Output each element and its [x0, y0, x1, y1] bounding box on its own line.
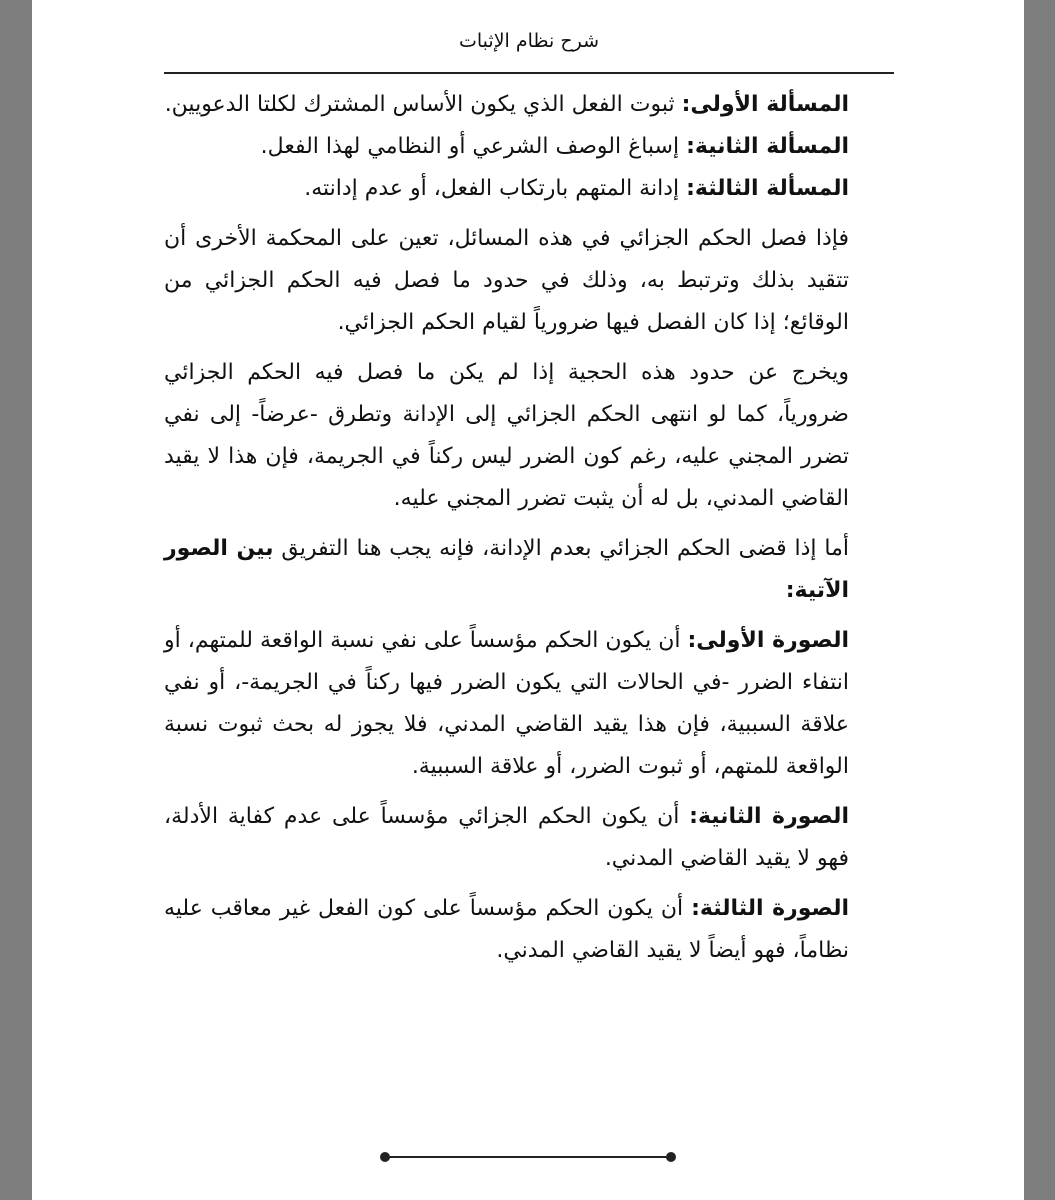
footer-ornament [380, 1149, 676, 1165]
case-3 [164, 888, 849, 972]
header-divider [164, 72, 894, 74]
case-2 [164, 796, 849, 880]
case-2-label: الصورة الثانية: [689, 804, 849, 829]
issue-2-text: إسباغ الوصف الشرعي أو النظامي لهذا الفعل. [260, 134, 687, 159]
case-1-text: أن يكون الحكم مؤسساً على نفي نسبة الواقعة للمتهم، أو انتفاء الضرر -في الحالات التي يكون الضرر فيها ركناً في الجريمة-، أو نفي علاقة السببية، فإن هذا يقيد القاضي المدني، فلا يجوز له بحث ثبوت نسبة الواقعة للمتهم، أو ثبوت الضرر، أو علاقة السببية. [164, 628, 849, 779]
page-body [164, 84, 849, 972]
case-1 [164, 620, 849, 788]
case-3-text: أن يكون الحكم مؤسساً على كون الفعل غير معاقب عليه نظاماً، فهو أيضاً لا يقيد القاضي المدني. [164, 896, 849, 963]
ornament-dot-left [380, 1152, 390, 1162]
issue-3-label: المسألة الثالثة: [686, 176, 849, 201]
issue-2-label: المسألة الثانية: [686, 134, 849, 159]
issue-3-text: إدانة المتهم بارتكاب الفعل، أو عدم إدانته. [304, 176, 687, 201]
case-3-label: الصورة الثالثة: [691, 896, 849, 921]
case-1-label: الصورة الأولى: [687, 628, 849, 653]
ornament-dot-right [666, 1152, 676, 1162]
acquittal-bold: بين الصور الآتية: [164, 536, 849, 603]
running-header: شرح نظام الإثبات [459, 30, 599, 52]
issue-1 [164, 84, 849, 126]
issue-3 [164, 168, 849, 210]
acquittal-text: أما إذا قضى الحكم الجزائي بعدم الإدانة، فإنه يجب هنا التفريق [273, 536, 849, 561]
issue-1-label: المسألة الأولى: [681, 92, 849, 117]
issue-1-text: ثبوت الفعل الذي يكون الأساس المشترك لكلتا الدعويين. [164, 92, 682, 117]
ornament-line [384, 1156, 672, 1158]
issue-2 [164, 126, 849, 168]
paragraph-exception: ويخرج عن حدود هذه الحجية إذا لم يكن ما فصل فيه الحكم الجزائي ضرورياً، كما لو انتهى الحكم الجزائي إلى الإدانة وتطرق -عرضاً- إلى نفي تضرر المجني عليه، رغم كون الضرر ليس ركناً في الجريمة، فإن هذا لا يقيد القاضي المدني، بل له أن يثبت تضرر المجني عليه. [164, 360, 849, 511]
paragraph-acquittal [164, 528, 849, 612]
paragraph-binding-effect: فإذا فصل الحكم الجزائي في هذه المسائل، تعين على المحكمة الأخرى أن تتقيد بذلك وترتبط به، وذلك في حدود ما فصل فيه الحكم الجزائي من الوقائع؛ إذا كان الفصل فيها ضرورياً لقيام الحكم الجزائي. [164, 226, 849, 335]
book-page [32, 0, 1024, 1200]
case-2-text: أن يكون الحكم الجزائي مؤسساً على عدم كفاية الأدلة، فهو لا يقيد القاضي المدني. [164, 804, 849, 871]
